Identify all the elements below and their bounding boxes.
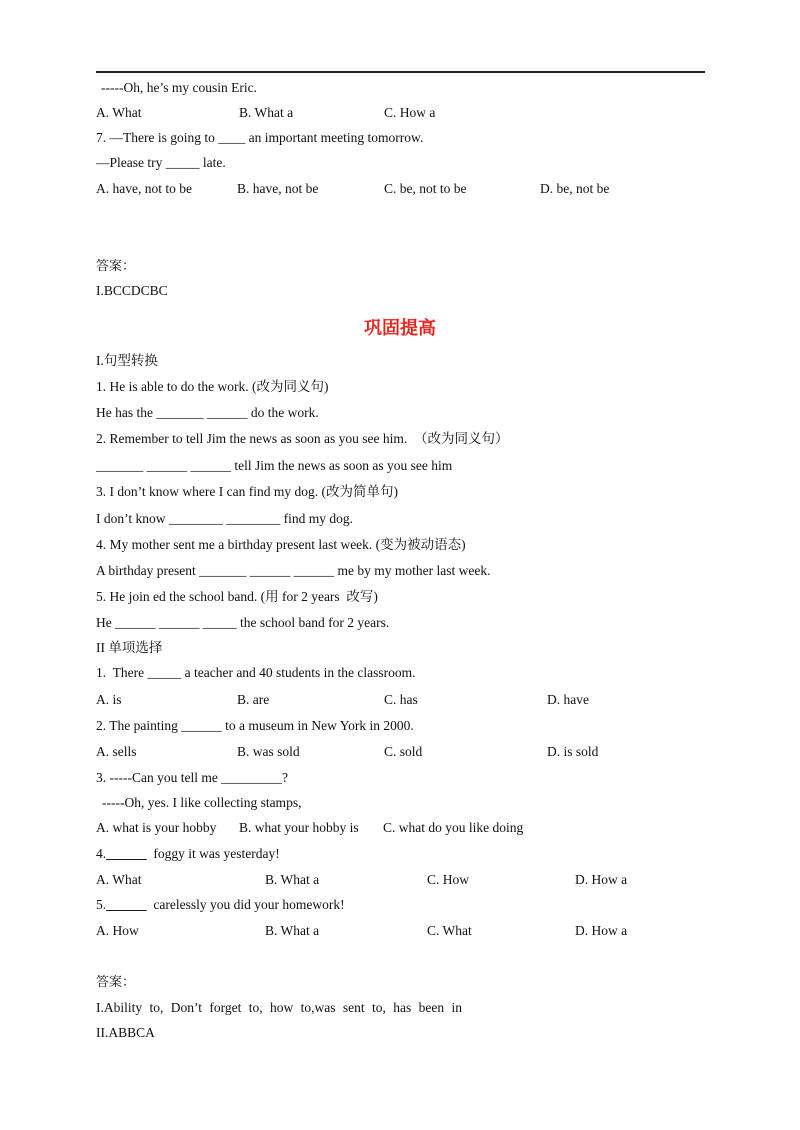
transform-blank-2: _______ ______ ______ tell Jim the news as soon as you see him bbox=[96, 458, 453, 473]
mc2-option-a: A. sells bbox=[96, 744, 137, 759]
transform-stem-1: 1. He is able to do the work. (改为同义句) bbox=[96, 379, 329, 394]
answer2-label: 答案： bbox=[96, 975, 136, 990]
mc1-option-c: C. has bbox=[384, 692, 418, 707]
q7-option-b: B. have, not be bbox=[237, 181, 319, 196]
mc-stem-5-blank: ______ bbox=[106, 897, 147, 912]
mc-stem-2: 2. The painting ______ to a museum in New York in 2000. bbox=[96, 718, 414, 733]
q7-option-c: C. be, not to be bbox=[384, 181, 467, 196]
mc-stem-3-reply: -----Oh, yes. I like collecting stamps, bbox=[102, 795, 302, 810]
transform-blank-3: I don’t know ________ ________ find my dog. bbox=[96, 511, 353, 526]
mc5-option-b: B. What a bbox=[265, 923, 320, 938]
transform-stem-3: 3. I don’t know where I can find my dog. (改为简单句) bbox=[96, 484, 398, 499]
mc-stem-5-rest: carelessly you did your homework! bbox=[146, 897, 345, 912]
mc-stem-4-rest: foggy it was yesterday! bbox=[146, 846, 280, 861]
mc-stem-4-blank: ______ bbox=[106, 846, 147, 861]
q7-option-a: A. have, not to be bbox=[96, 181, 192, 196]
mc-stem-5 bbox=[96, 897, 345, 913]
mc2-option-d: D. is sold bbox=[547, 744, 599, 759]
q7-option-d: D. be, not be bbox=[540, 181, 610, 196]
mc2-option-b: B. was sold bbox=[237, 744, 300, 759]
mc4-option-d: D. How a bbox=[575, 872, 628, 887]
q6-answer-line: -----Oh, he’s my cousin Eric. bbox=[101, 80, 257, 95]
mc3-option-b: B. what your hobby is bbox=[239, 820, 359, 835]
mc4-option-c: C. How bbox=[427, 872, 470, 887]
mc-stem-3: 3. -----Can you tell me _________? bbox=[96, 770, 288, 785]
section1-title: I.句型转换 bbox=[96, 353, 158, 368]
transform-stem-2: 2. Remember to tell Jim the news as soon as you see him. （改为同义句） bbox=[96, 431, 509, 446]
mc1-option-d: D. have bbox=[547, 692, 589, 707]
mc5-option-a: A. How bbox=[96, 923, 139, 938]
mc5-option-d: D. How a bbox=[575, 923, 628, 938]
transform-blank-5: He ______ ______ _____ the school band for 2 years. bbox=[96, 615, 390, 630]
q7-stem: 7. —There is going to ____ an important meeting tomorrow. bbox=[96, 130, 424, 145]
mc4-option-a: A. What bbox=[96, 872, 142, 887]
mc4-option-b: B. What a bbox=[265, 872, 320, 887]
answer-text: I.BCCDCBC bbox=[96, 283, 168, 298]
mc1-option-b: B. are bbox=[237, 692, 270, 707]
mc2-option-c: C. sold bbox=[384, 744, 423, 759]
mc-stem-4 bbox=[96, 846, 280, 862]
transform-stem-4: 4. My mother sent me a birthday present last week. (变为被动语态) bbox=[96, 537, 466, 552]
mc1-option-a: A. is bbox=[96, 692, 122, 707]
transform-blank-1: He has the _______ ______ do the work. bbox=[96, 405, 319, 420]
transform-blank-4: A birthday present _______ ______ ______ me by my mother last week. bbox=[96, 563, 491, 578]
mc-stem-4-num: 4. bbox=[96, 846, 107, 861]
q7-line2: —Please try _____ late. bbox=[96, 155, 226, 170]
q6-option-c: C. How a bbox=[384, 105, 436, 120]
mc-stem-1: 1. There _____ a teacher and 40 students in the classroom. bbox=[96, 665, 416, 680]
section2-title: II 单项选择 bbox=[96, 640, 163, 655]
answer2-line2: II.ABBCA bbox=[96, 1025, 155, 1040]
section-title: 巩固提高 bbox=[364, 318, 436, 339]
q6-option-b: B. What a bbox=[239, 105, 294, 120]
header-rule bbox=[96, 71, 705, 73]
mc3-option-c: C. what do you like doing bbox=[383, 820, 524, 835]
q6-option-a: A. What bbox=[96, 105, 142, 120]
answer-label: 答案： bbox=[96, 259, 136, 274]
mc-stem-5-num: 5. bbox=[96, 897, 107, 912]
answer2-line1: I.Ability to, Don’t forget to, how to,was sent to, has been in bbox=[96, 1000, 462, 1015]
mc5-option-c: C. What bbox=[427, 923, 472, 938]
mc3-option-a: A. what is your hobby bbox=[96, 820, 217, 835]
transform-stem-5: 5. He join ed the school band. (用 for 2 years 改写) bbox=[96, 589, 378, 604]
